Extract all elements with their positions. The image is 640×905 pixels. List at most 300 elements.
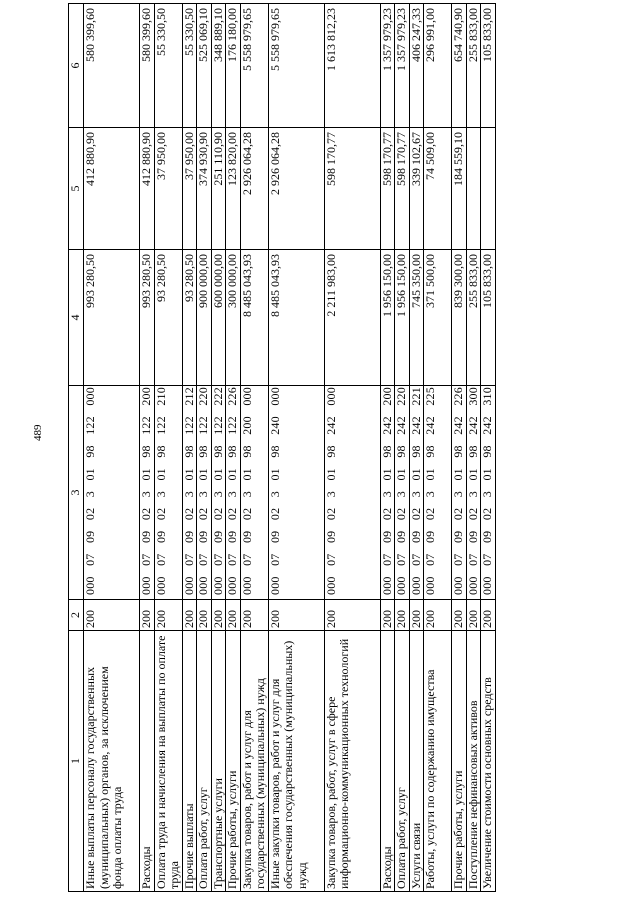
code-segment: 09 <box>267 530 282 544</box>
table-row <box>466 4 481 892</box>
admin-code: 200 <box>268 600 324 631</box>
executed-amount: 598 170,77 <box>395 128 410 250</box>
code-segment: 07 <box>196 553 210 566</box>
code-segment: 02 <box>139 507 153 521</box>
code-segment: 3 <box>83 491 97 498</box>
code-segments <box>155 387 169 595</box>
unexecuted-amount: 5 558 979,65 <box>268 4 324 128</box>
executed-amount: 184 559,10 <box>452 128 467 250</box>
code-segment: 3 <box>408 491 423 498</box>
code-segments <box>410 387 424 595</box>
column-number: 1 <box>69 631 84 892</box>
code-segment: 3 <box>139 491 153 498</box>
code-segments <box>325 387 339 595</box>
code-segments <box>212 387 226 595</box>
code-segment: 200 <box>379 387 394 406</box>
executed-amount: 123 820,00 <box>226 128 241 250</box>
code-segment: 242 <box>394 416 408 435</box>
table-row <box>324 4 380 892</box>
code-segment: 02 <box>379 507 394 521</box>
code-segment: 07 <box>423 553 437 566</box>
code-segment: 02 <box>480 507 494 521</box>
executed-amount: 339 102,67 <box>409 128 424 250</box>
code-segment: 98 <box>465 445 480 458</box>
code-segment: 3 <box>181 491 196 498</box>
admin-code: 200 <box>197 600 212 631</box>
code-segment: 220 <box>394 387 408 406</box>
code-segment: 122 <box>139 416 153 435</box>
executed-amount: 598 170,77 <box>324 128 380 250</box>
table-row <box>226 4 241 892</box>
code-segment: 122 <box>83 416 97 435</box>
code-segment: 02 <box>83 507 97 521</box>
code-segment: 98 <box>181 445 196 458</box>
code-segment: 122 <box>210 416 225 435</box>
row-name: Увеличение стоимости основных средств <box>481 631 496 892</box>
code-segment: 02 <box>181 507 196 521</box>
code-segment: 07 <box>139 553 153 566</box>
unexecuted-amount: 1 613 812,23 <box>324 4 380 128</box>
unexecuted-amount: 580 399,60 <box>84 4 140 128</box>
budget-execution-table <box>68 3 496 892</box>
code-segment: 3 <box>394 491 408 498</box>
code-segment: 3 <box>225 491 239 498</box>
code-segment: 242 <box>480 416 494 435</box>
row-name: Поступление нефинансовых активов <box>466 631 481 892</box>
code-segments <box>424 387 438 595</box>
admin-code: 200 <box>324 600 380 631</box>
code-segment: 09 <box>181 530 196 544</box>
code-segment: 02 <box>267 507 282 521</box>
budget-classification-code <box>466 386 481 600</box>
code-segment: 000 <box>196 576 210 595</box>
approved-amount: 839 300,00 <box>452 250 467 386</box>
code-segment: 300 <box>465 387 480 406</box>
unexecuted-amount: 1 357 979,23 <box>380 4 395 128</box>
code-segment: 000 <box>267 387 282 406</box>
code-segment: 09 <box>423 530 437 544</box>
unexecuted-amount: 255 833,00 <box>466 4 481 128</box>
unexecuted-amount: 176 180,00 <box>226 4 241 128</box>
executed-amount: 412 880,90 <box>84 128 140 250</box>
code-segments <box>395 387 409 595</box>
code-segment: 09 <box>83 530 97 544</box>
row-name: Транспортные услуги <box>211 631 226 892</box>
admin-code: 200 <box>140 600 155 631</box>
code-segment: 07 <box>225 553 239 566</box>
code-segment: 98 <box>210 445 225 458</box>
code-segments <box>226 387 240 595</box>
executed-amount <box>481 128 496 250</box>
column-number: 5 <box>69 128 84 250</box>
column-number-row <box>69 4 84 892</box>
code-segment: 221 <box>408 387 423 406</box>
code-segment: 01 <box>196 468 210 481</box>
code-segment: 000 <box>181 576 196 595</box>
approved-amount: 600 000,00 <box>211 250 226 386</box>
unexecuted-amount: 55 330,50 <box>154 4 182 128</box>
admin-code: 200 <box>182 600 197 631</box>
code-segment: 01 <box>379 468 394 481</box>
code-segment: 09 <box>196 530 210 544</box>
column-number: 3 <box>69 386 84 600</box>
code-segment: 07 <box>181 553 196 566</box>
admin-code: 200 <box>481 600 496 631</box>
code-segment: 02 <box>408 507 423 521</box>
budget-classification-code <box>268 386 324 600</box>
table-row <box>154 4 182 892</box>
unexecuted-amount: 406 247,33 <box>409 4 424 128</box>
code-segments <box>84 387 98 595</box>
row-name: Оплата работ, услуг <box>197 631 212 892</box>
table-row <box>424 4 452 892</box>
code-segment: 200 <box>239 416 254 435</box>
row-name: Оплата труда и начисления на выплаты по оплате труда <box>154 631 182 892</box>
code-segments <box>481 387 495 595</box>
code-segment: 01 <box>408 468 423 481</box>
row-name: Услуги связи <box>409 631 424 892</box>
code-segment: 3 <box>451 491 465 498</box>
admin-code: 200 <box>466 600 481 631</box>
column-number: 2 <box>69 600 84 631</box>
code-segment: 000 <box>408 576 423 595</box>
table-row <box>197 4 212 892</box>
approved-amount: 1 956 150,00 <box>395 250 410 386</box>
table-row <box>409 4 424 892</box>
code-segment: 000 <box>480 576 494 595</box>
unexecuted-amount: 348 889,10 <box>211 4 226 128</box>
code-segment: 98 <box>225 445 239 458</box>
code-segment: 09 <box>239 530 254 544</box>
code-segment: 01 <box>239 468 254 481</box>
code-segments <box>381 387 395 595</box>
budget-classification-code <box>395 386 410 600</box>
code-segment: 3 <box>267 491 282 498</box>
code-segment: 07 <box>239 553 254 566</box>
budget-classification-code <box>481 386 496 600</box>
unexecuted-amount: 5 558 979,65 <box>240 4 268 128</box>
code-segment: 01 <box>423 468 437 481</box>
approved-amount: 2 211 983,00 <box>324 250 380 386</box>
budget-classification-code <box>240 386 268 600</box>
code-segments <box>467 387 481 595</box>
row-name: Закупка товаров, работ, услуг в сфере информационно-коммуникационных технологий <box>324 631 380 892</box>
code-segment: 000 <box>83 387 97 406</box>
code-segment: 07 <box>408 553 423 566</box>
table-row <box>211 4 226 892</box>
code-segment: 000 <box>83 576 97 595</box>
code-segment: 3 <box>379 491 394 498</box>
approved-amount: 105 833,00 <box>481 250 496 386</box>
code-segment: 02 <box>196 507 210 521</box>
admin-code: 200 <box>240 600 268 631</box>
code-segment: 98 <box>196 445 210 458</box>
code-segment: 242 <box>465 416 480 435</box>
code-segment: 07 <box>83 553 97 566</box>
code-segment: 3 <box>239 491 254 498</box>
executed-amount: 74 509,00 <box>424 128 452 250</box>
code-segment: 01 <box>83 468 97 481</box>
code-segment: 98 <box>153 445 168 458</box>
unexecuted-amount: 580 399,60 <box>140 4 155 128</box>
code-segment: 09 <box>210 530 225 544</box>
column-number: 6 <box>69 4 84 128</box>
code-segment: 02 <box>465 507 480 521</box>
code-segment: 000 <box>465 576 480 595</box>
code-segment: 000 <box>153 576 168 595</box>
code-segment: 01 <box>394 468 408 481</box>
code-segment: 000 <box>394 576 408 595</box>
code-segment: 122 <box>181 416 196 435</box>
code-segment: 07 <box>153 553 168 566</box>
row-name: Закупка товаров, работ и услуг для государственных (муниципальных) нужд <box>240 631 268 892</box>
row-name: Расходы <box>380 631 395 892</box>
executed-amount: 412 880,90 <box>140 128 155 250</box>
row-name: Прочие выплаты <box>182 631 197 892</box>
executed-amount: 37 950,00 <box>182 128 197 250</box>
code-segment: 01 <box>465 468 480 481</box>
approved-amount: 745 350,00 <box>409 250 424 386</box>
code-segments <box>140 387 154 595</box>
code-segment: 09 <box>153 530 168 544</box>
code-segment: 09 <box>323 530 338 544</box>
code-segment: 000 <box>423 576 437 595</box>
approved-amount: 371 500,00 <box>424 250 452 386</box>
budget-classification-code <box>324 386 380 600</box>
row-name: Прочие работы, услуги <box>452 631 467 892</box>
code-segment: 01 <box>451 468 465 481</box>
approved-amount: 993 280,50 <box>84 250 140 386</box>
code-segment: 000 <box>451 576 465 595</box>
code-segment: 000 <box>239 387 254 406</box>
code-segment: 122 <box>225 416 239 435</box>
code-segment: 09 <box>451 530 465 544</box>
page-number: 489 <box>32 424 44 441</box>
code-segment: 09 <box>394 530 408 544</box>
table-row <box>84 4 140 892</box>
unexecuted-amount: 55 330,50 <box>182 4 197 128</box>
table-row <box>140 4 155 892</box>
column-number: 4 <box>69 250 84 386</box>
code-segments <box>269 387 283 595</box>
code-segment: 01 <box>181 468 196 481</box>
code-segments <box>197 387 211 595</box>
executed-amount: 2 926 064,28 <box>240 128 268 250</box>
executed-amount: 2 926 064,28 <box>268 128 324 250</box>
code-segment: 98 <box>480 445 494 458</box>
code-segment: 02 <box>323 507 338 521</box>
code-segment: 242 <box>379 416 394 435</box>
code-segment: 02 <box>239 507 254 521</box>
budget-classification-code <box>226 386 241 600</box>
table-row <box>481 4 496 892</box>
code-segment: 98 <box>267 445 282 458</box>
approved-amount: 93 280,50 <box>154 250 182 386</box>
code-segment: 02 <box>225 507 239 521</box>
code-segment: 01 <box>480 468 494 481</box>
code-segment: 000 <box>323 576 338 595</box>
code-segment: 09 <box>408 530 423 544</box>
code-segment: 07 <box>465 553 480 566</box>
code-segment: 01 <box>323 468 338 481</box>
approved-amount: 993 280,50 <box>140 250 155 386</box>
code-segment: 220 <box>196 387 210 406</box>
rotated-budget-page <box>68 4 602 892</box>
admin-code: 200 <box>395 600 410 631</box>
admin-code: 200 <box>424 600 452 631</box>
code-segment: 212 <box>181 387 196 406</box>
code-segment: 98 <box>451 445 465 458</box>
budget-classification-code <box>424 386 452 600</box>
executed-amount: 374 930,90 <box>197 128 212 250</box>
row-name: Расходы <box>140 631 155 892</box>
code-segment: 310 <box>480 387 494 406</box>
budget-classification-code <box>409 386 424 600</box>
admin-code: 200 <box>84 600 140 631</box>
table-row <box>268 4 324 892</box>
code-segment: 000 <box>323 387 338 406</box>
code-segment: 3 <box>323 491 338 498</box>
code-segment: 07 <box>210 553 225 566</box>
code-segment: 3 <box>153 491 168 498</box>
code-segment: 222 <box>210 387 225 406</box>
approved-amount: 255 833,00 <box>466 250 481 386</box>
table-row <box>395 4 410 892</box>
executed-amount <box>466 128 481 250</box>
code-segment: 98 <box>239 445 254 458</box>
code-segment: 98 <box>139 445 153 458</box>
approved-amount: 8 485 043,93 <box>268 250 324 386</box>
budget-classification-code <box>211 386 226 600</box>
admin-code: 200 <box>154 600 182 631</box>
row-name: Оплата работ, услуг <box>395 631 410 892</box>
code-segment: 02 <box>423 507 437 521</box>
code-segment: 07 <box>379 553 394 566</box>
code-segment: 98 <box>323 445 338 458</box>
budget-classification-code <box>84 386 140 600</box>
table-row <box>182 4 197 892</box>
code-segment: 02 <box>210 507 225 521</box>
approved-amount: 93 280,50 <box>182 250 197 386</box>
code-segment: 210 <box>153 387 168 406</box>
table-row <box>380 4 395 892</box>
code-segment: 07 <box>451 553 465 566</box>
unexecuted-amount: 525 069,10 <box>197 4 212 128</box>
code-segment: 98 <box>394 445 408 458</box>
code-segment: 242 <box>323 416 338 435</box>
row-name: Работы, услуги по содержанию имущества <box>424 631 452 892</box>
code-segment: 01 <box>153 468 168 481</box>
code-segment: 242 <box>408 416 423 435</box>
code-segment: 242 <box>451 416 465 435</box>
code-segment: 3 <box>423 491 437 498</box>
budget-classification-code <box>197 386 212 600</box>
budget-classification-code <box>452 386 467 600</box>
code-segment: 09 <box>225 530 239 544</box>
admin-code: 200 <box>226 600 241 631</box>
table-row <box>240 4 268 892</box>
budget-classification-code <box>154 386 182 600</box>
row-name: Иные закупки товаров, работ и услуг для обеспечения государственных (муниципальных) нужд <box>268 631 324 892</box>
unexecuted-amount: 296 991,00 <box>424 4 452 128</box>
unexecuted-amount: 1 357 979,23 <box>395 4 410 128</box>
code-segment: 07 <box>394 553 408 566</box>
code-segment: 226 <box>225 387 239 406</box>
code-segment: 98 <box>423 445 437 458</box>
code-segment: 09 <box>465 530 480 544</box>
code-segment: 02 <box>394 507 408 521</box>
code-segment: 226 <box>451 387 465 406</box>
code-segment: 98 <box>83 445 97 458</box>
code-segment: 000 <box>210 576 225 595</box>
row-name: Прочие работы, услуги <box>226 631 241 892</box>
code-segment: 01 <box>139 468 153 481</box>
executed-amount: 251 110,90 <box>211 128 226 250</box>
code-segment: 09 <box>480 530 494 544</box>
admin-code: 200 <box>380 600 395 631</box>
table-row <box>452 4 467 892</box>
code-segment: 000 <box>139 576 153 595</box>
table-body <box>69 4 496 892</box>
code-segment: 3 <box>210 491 225 498</box>
code-segment: 000 <box>379 576 394 595</box>
approved-amount: 900 000,00 <box>197 250 212 386</box>
code-segment: 09 <box>379 530 394 544</box>
budget-classification-code <box>380 386 395 600</box>
code-segment: 240 <box>267 416 282 435</box>
code-segment: 09 <box>139 530 153 544</box>
approved-amount: 8 485 043,93 <box>240 250 268 386</box>
code-segment: 07 <box>323 553 338 566</box>
admin-code: 200 <box>211 600 226 631</box>
executed-amount: 598 170,77 <box>380 128 395 250</box>
code-segment: 02 <box>451 507 465 521</box>
code-segment: 3 <box>196 491 210 498</box>
code-segments <box>241 387 255 595</box>
code-segments <box>452 387 466 595</box>
row-name: Иные выплаты персоналу государственных (муниципальных) органов, за исключением фонда оплаты труда <box>84 631 140 892</box>
code-segment: 98 <box>408 445 423 458</box>
code-segment: 122 <box>153 416 168 435</box>
code-segment: 3 <box>465 491 480 498</box>
code-segment: 07 <box>480 553 494 566</box>
code-segment: 07 <box>267 553 282 566</box>
code-segment: 225 <box>423 387 437 406</box>
code-segment: 01 <box>210 468 225 481</box>
unexecuted-amount: 654 740,90 <box>452 4 467 128</box>
code-segment: 01 <box>267 468 282 481</box>
code-segment: 3 <box>480 491 494 498</box>
code-segment: 000 <box>225 576 239 595</box>
unexecuted-amount: 105 833,00 <box>481 4 496 128</box>
admin-code: 200 <box>409 600 424 631</box>
approved-amount: 1 956 150,00 <box>380 250 395 386</box>
code-segment: 122 <box>196 416 210 435</box>
budget-classification-code <box>140 386 155 600</box>
code-segment: 000 <box>267 576 282 595</box>
executed-amount: 37 950,00 <box>154 128 182 250</box>
code-segment: 98 <box>379 445 394 458</box>
admin-code: 200 <box>452 600 467 631</box>
code-segment: 200 <box>139 387 153 406</box>
budget-classification-code <box>182 386 197 600</box>
code-segment: 242 <box>423 416 437 435</box>
code-segment: 02 <box>153 507 168 521</box>
code-segments <box>183 387 197 595</box>
code-segment: 01 <box>225 468 239 481</box>
code-segment: 000 <box>239 576 254 595</box>
approved-amount: 300 000,00 <box>226 250 241 386</box>
